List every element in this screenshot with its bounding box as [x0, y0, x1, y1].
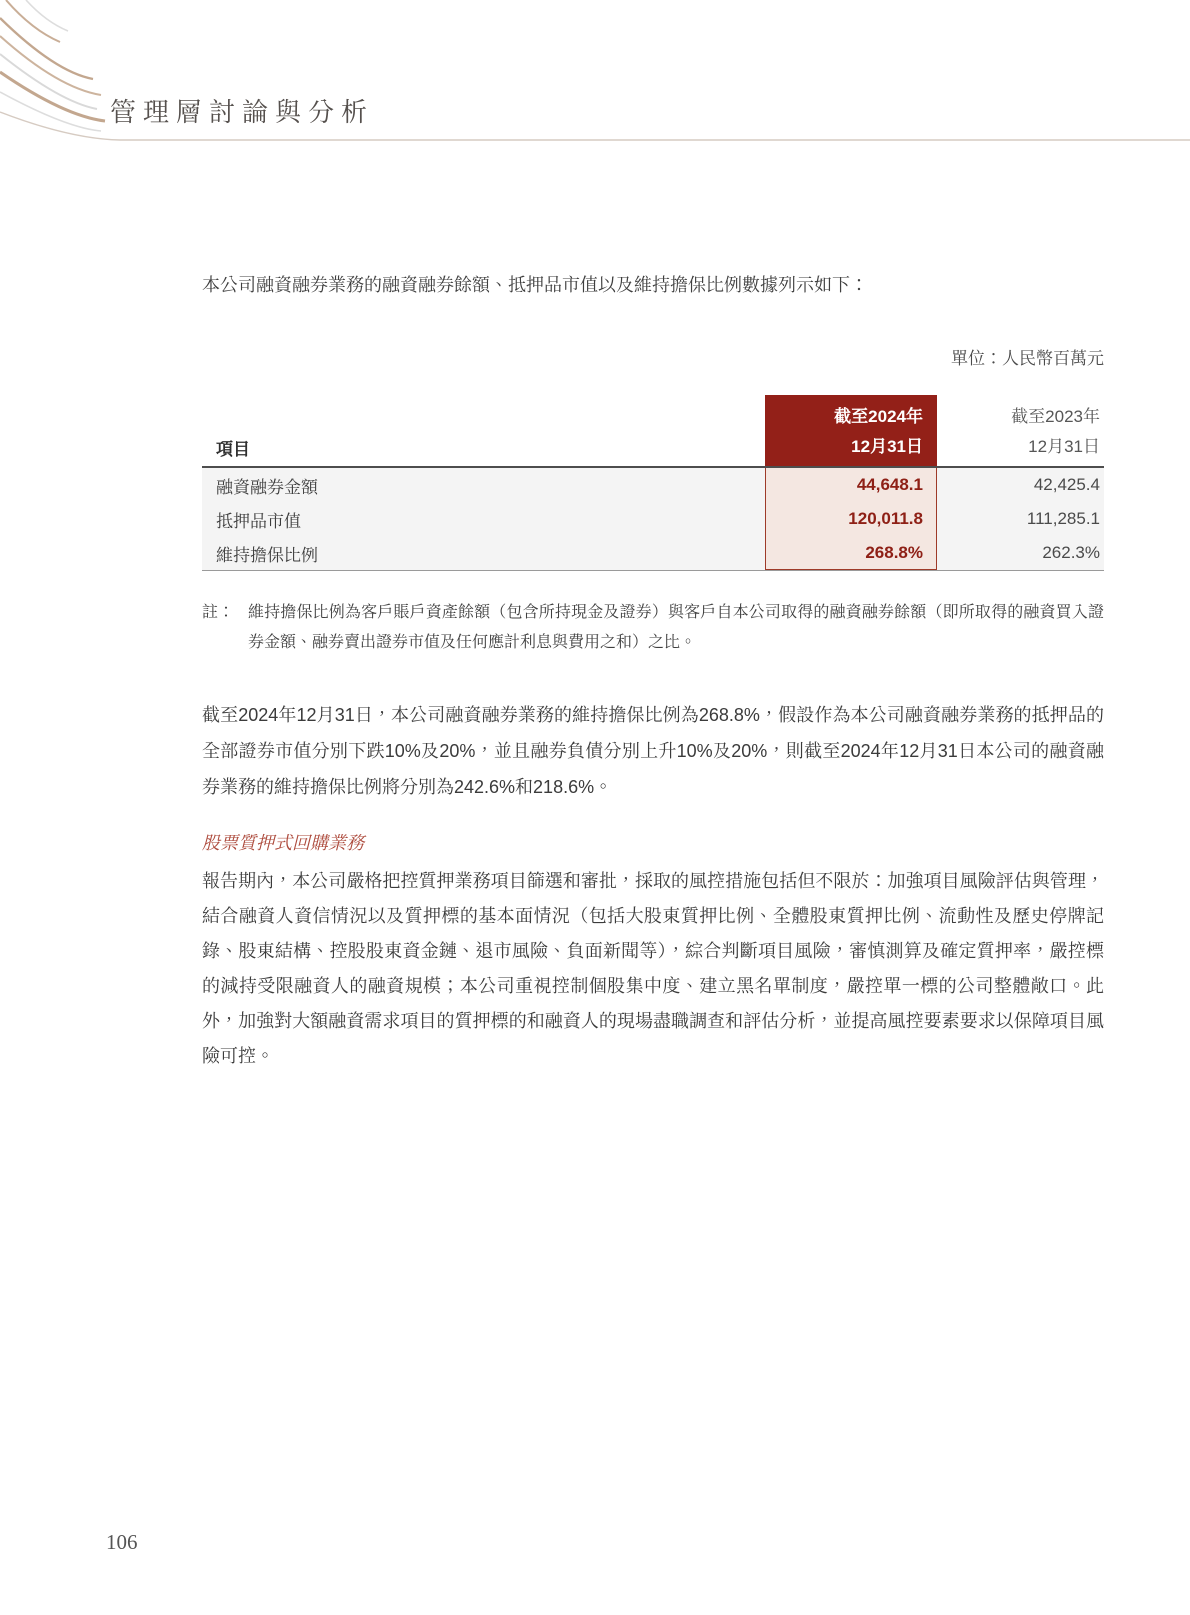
column-header-2023-line2: 12月31日: [1028, 437, 1100, 456]
footnote-text: 維持擔保比例為客戶賬戶資產餘額（包含所持現金及證券）與客戶自本公司取得的融資融券餘額（即所取得的融資買入證券金額、融券賣出證券市值及任何應計利息與費用之和）之比。: [248, 604, 1104, 651]
column-header-2024-line2: 12月31日: [851, 437, 923, 456]
row-label: 抵押品市值: [216, 511, 301, 531]
column-header-2023-line1: 截至2023年: [1011, 407, 1100, 426]
row-value-2023: 262.3%: [1042, 543, 1100, 562]
body-paragraph-stock-pledge: 報告期內，本公司嚴格把控質押業務項目篩選和審批，採取的風控措施包括但不限於：加強項目風險評估與管理，結合融資人資信情況以及質押標的基本面情況（包括大股東質押比例、全體股東質押比例、流動性及歷史停牌記錄、股東結構、控股股東資金鏈、退市風險、負面新聞等），綜合判斷項目風險，審慎測算及確定質押率，嚴控標的減持受限融資人的融資規模；本公司重視控制個股集中度、建立黑名單制度，嚴控單一標的公司整體敞口。此外，加強對大額融資需求項目的質押標的和融資人的現場盡職調查和評估分析，並提高風控要素要求以保障項目風險可控。: [202, 871, 1104, 1066]
table-header-row: [202, 395, 1104, 466]
intro-paragraph: 本公司融資融券業務的融資融券餘額、抵押品市值以及維持擔保比例數據列示如下：: [202, 275, 868, 295]
body-paragraph-maintenance-ratio: 截至2024年12月31日，本公司融資融券業務的維持擔保比例為268.8%，假設作為本公司融資融券業務的抵押品的全部證券市值分別下跌10%及20%，並且融券負債分別上升10%及20%，則截至2024年12月31日本公司的融資融券業務的維持擔保比例將分別為242.6%和218.6%。: [202, 705, 1105, 797]
table-row: [202, 502, 1104, 536]
corner-arcs-decoration: [0, 0, 1190, 170]
row-value-2023: 42,425.4: [1033, 475, 1100, 494]
column-header-2024-line1: 截至2024年: [834, 407, 923, 426]
table-row: [202, 468, 1104, 502]
row-value-2024: 44,648.1: [856, 475, 923, 494]
table-footnote: [202, 598, 1104, 658]
footnote-label: 註：: [202, 604, 235, 621]
row-value-2024: 120,011.8: [848, 509, 923, 528]
table-body: [202, 466, 1104, 571]
margin-financing-table: [202, 395, 1104, 571]
unit-label: 單位：人民幣百萬元: [951, 349, 1104, 368]
column-header-2024: [765, 395, 937, 466]
row-label: 融資融券金額: [216, 477, 318, 497]
page-header-title: 管理層討論與分析: [110, 98, 375, 127]
row-label: 維持擔保比例: [216, 545, 318, 565]
column-header-item: 項目: [216, 440, 250, 459]
column-header-2023: [1011, 395, 1100, 466]
table-row: [202, 536, 1104, 570]
page-number: 106: [106, 1530, 138, 1554]
row-value-2023: 111,285.1: [1026, 509, 1100, 528]
section-heading-stock-pledge: 股票質押式回購業務: [202, 833, 364, 853]
row-value-2024: 268.8%: [865, 543, 923, 562]
